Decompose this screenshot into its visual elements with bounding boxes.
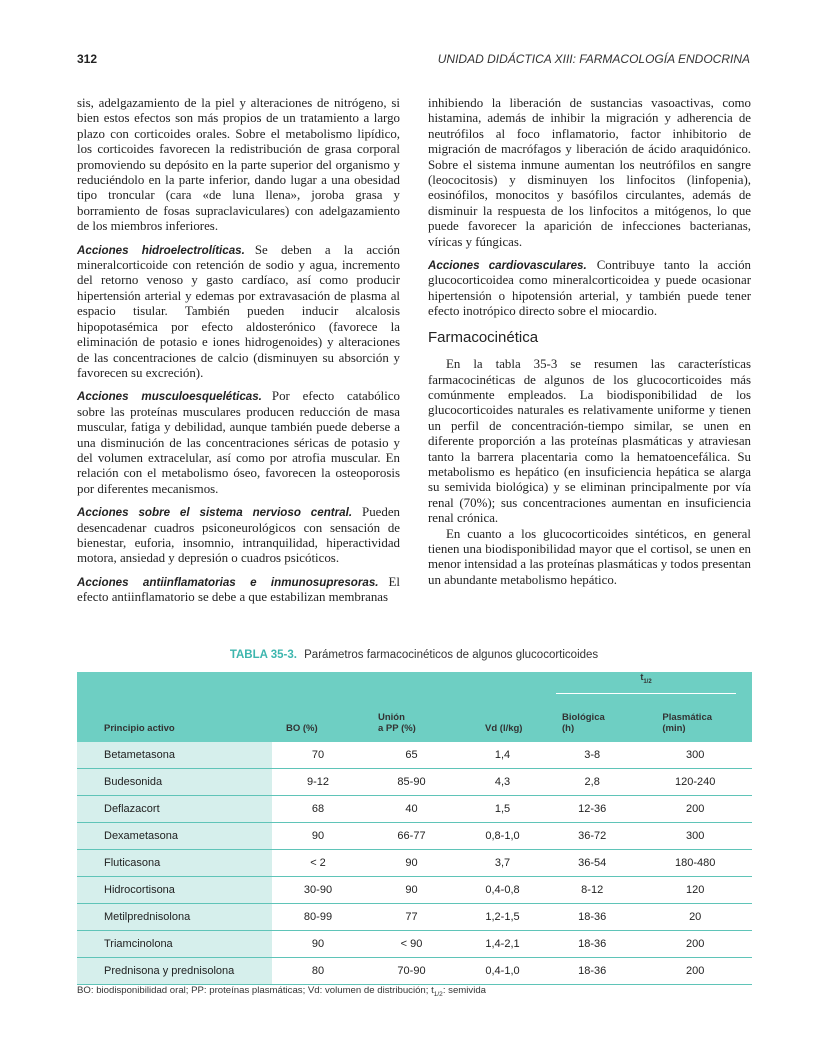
page-number: 312 — [77, 52, 98, 66]
running-head: UNIDAD DIDÁCTICA XIII: FARMACOLOGÍA ENDOCRINA — [437, 52, 750, 66]
col-header-plasmatica-line2: (min) — [662, 723, 686, 734]
cell-half-life-biologica: 12-36 — [546, 796, 638, 823]
cell-union-pp: < 90 — [364, 931, 459, 958]
cell-principio: Budesonida — [77, 769, 272, 796]
cell-half-life-biologica: 3-8 — [546, 742, 638, 769]
table-row — [77, 823, 752, 850]
cell-bo: 80-99 — [272, 904, 364, 931]
table-row — [77, 958, 752, 985]
table-row — [77, 796, 752, 823]
col-header-biologica — [546, 694, 638, 742]
cell-vd: 1,5 — [459, 796, 546, 823]
paragraph — [77, 505, 400, 567]
col-header-biologica-line1: Biológica — [562, 712, 605, 723]
paragraph — [77, 575, 400, 606]
cell-principio: Hidrocortisona — [77, 877, 272, 904]
paragraph: En cuanto a los glucocorticoides sintéticos, en general tienen una biodisponibilidad mayor que el cortisol, se unen en menor intensidad a las proteínas plasmáticas y todos presentan un abundante metabolismo hepático. — [428, 526, 751, 587]
paragraph-body: Contribuye tanto la acción glucocorticoidea como mineralcorticoidea y puede ocasionar hipertensión o hipotensión arterial, y también puede tener efecto inotrópico directo sobre el miocardio. — [428, 258, 751, 319]
paragraph-body: Se deben a la acción mineralcorticoide con retención de sodio y agua, incremento del retorno venoso y gasto cardíaco, así como producir hipertensión arterial y edemas por extravasación de plasma al espacio tisular. También pueden inducir alcalosis hipopotasémica por efecto aldosterónico (favorece la eliminación de potasio e iones hidrogenoides) y alteraciones de las concentraciones de calcio (disminuyen su absorción y favorecen su excreción). — [77, 242, 400, 380]
cell-bo: 90 — [272, 823, 364, 850]
paragraph — [77, 243, 400, 382]
table-group-header-row — [77, 672, 752, 694]
table-label: TABLA 35-3. — [229, 649, 297, 661]
cell-union-pp: 90 — [364, 850, 459, 877]
cell-vd: 1,2-1,5 — [459, 904, 546, 931]
cell-half-life-plasmatica: 120-240 — [638, 769, 752, 796]
half-life-group-header: $t_{1/2}$ — [546, 672, 752, 694]
cell-union-pp: 90 — [364, 877, 459, 904]
table-header-row — [77, 694, 752, 742]
table-row — [77, 904, 752, 931]
cell-bo: 9-12 — [272, 769, 364, 796]
cell-principio: Dexametasona — [77, 823, 272, 850]
cell-principio: Betametasona — [77, 742, 272, 769]
cell-bo: 80 — [272, 958, 364, 985]
paragraph-body: Por efecto catabólico sobre las proteínas musculares producen reducción de masa muscular, fatiga y debilidad, aunque también puede deberse a una disminución de las concentraciones séricas de potasio y del volumen extracelular, así como por atrofia muscular. En relación con el metabolismo óseo, favorecen la osteoporosis por diferentes mecanismos. — [77, 389, 400, 496]
cell-bo: 30-90 — [272, 877, 364, 904]
cell-half-life-biologica: 8-12 — [546, 877, 638, 904]
cell-bo: 70 — [272, 742, 364, 769]
paragraph-body: Pueden desencadenar cuadros psiconeurológicos con sensación de bienestar, euforia, insomnio, intranquilidad, hiperactividad motora, ansiedad y depresión o cuadros psicóticos. — [77, 505, 400, 566]
section-title: Farmacocinética — [428, 328, 539, 346]
cell-half-life-plasmatica: 300 — [638, 823, 752, 850]
col-header-plasmatica — [638, 694, 752, 742]
cell-vd: 1,4-2,1 — [459, 931, 546, 958]
cell-half-life-plasmatica: 300 — [638, 742, 752, 769]
cell-union-pp: 77 — [364, 904, 459, 931]
table-body — [77, 742, 752, 985]
cell-principio: Deflazacort — [77, 796, 272, 823]
col-header-principio: Principio activo — [77, 694, 272, 742]
table-caption — [0, 649, 828, 661]
paragraph-lead: Acciones sobre el sistema nervioso central. — [77, 506, 353, 520]
col-header-plasmatica-line1: Plasmática — [662, 712, 713, 723]
col-header-union — [364, 694, 459, 742]
table-row — [77, 931, 752, 958]
paragraph-lead: Acciones hidroelectrolíticas. — [77, 243, 245, 257]
col-header-biologica-line2: (h) — [562, 723, 575, 734]
cell-vd: 3,7 — [459, 850, 546, 877]
paragraph-body: El efecto antiinflamatorio se debe a que estabilizan membranas — [77, 574, 400, 605]
left-column — [77, 96, 400, 614]
cell-half-life-biologica: 36-54 — [546, 850, 638, 877]
cell-half-life-biologica: 36-72 — [546, 823, 638, 850]
cell-half-life-plasmatica: 20 — [638, 904, 752, 931]
cell-half-life-plasmatica: 200 — [638, 796, 752, 823]
paragraph: inhibiendo la liberación de sustancias vasoactivas, como histamina, además de inhibir la migración y adherencia de neutrófilos al foco inflamatorio, factor inhibitorio de migración de macrófagos y liberación de ácido araquidónico. Sobre el sistema inmune aumentan los neutrófilos en sangre (leococitosis) y disminuyen los linfocitos (linfopenia), eosinófilos, monocitos y basófilos circulantes, además de disminuir la respuesta de los linfocitos a mitógenos, lo que puede favorecer la aparición de infecciones bacterianas, víricas y fúngicas. — [428, 96, 751, 249]
cell-union-pp: 85-90 — [364, 769, 459, 796]
paragraph — [77, 389, 400, 497]
col-header-vd: Vd (l/kg) — [459, 694, 546, 742]
cell-union-pp: 66-77 — [364, 823, 459, 850]
cell-principio: Triamcinolona — [77, 931, 272, 958]
cell-half-life-plasmatica: 180-480 — [638, 850, 752, 877]
cell-vd: 0,4-0,8 — [459, 877, 546, 904]
cell-vd: 0,8-1,0 — [459, 823, 546, 850]
cell-bo: < 2 — [272, 850, 364, 877]
paragraph-lead: Acciones musculoesqueléticas. — [77, 390, 262, 404]
table-row — [77, 742, 752, 769]
cell-principio: Metilprednisolona — [77, 904, 272, 931]
col-header-bo: BO (%) — [272, 694, 364, 742]
col-header-union-line2: a PP (%) — [378, 723, 416, 734]
table-row — [77, 877, 752, 904]
cell-principio: Fluticasona — [77, 850, 272, 877]
table-row — [77, 769, 752, 796]
paragraph — [428, 258, 751, 320]
cell-half-life-biologica: 2,8 — [546, 769, 638, 796]
cell-half-life-plasmatica: 200 — [638, 931, 752, 958]
cell-half-life-biologica: 18-36 — [546, 904, 638, 931]
cell-union-pp: 40 — [364, 796, 459, 823]
paragraph-lead: Acciones antiinflamatorias e inmunosupresoras. — [77, 575, 379, 589]
cell-principio: Prednisona y prednisolona — [77, 958, 272, 985]
cell-vd: 1,4 — [459, 742, 546, 769]
cell-half-life-plasmatica: 200 — [638, 958, 752, 985]
cell-union-pp: 65 — [364, 742, 459, 769]
paragraph: En la tabla 35-3 se resumen las características farmacocinéticas de algunos de los glucocorticoides más comúnmente empleados. La biodisponibilidad de los glucocorticoides naturales es relativamente uniforme y tienen un perfil de concentración-tiempo similar, se unen en diferente proporción a las proteínas plasmáticas y atraviesan tanto la barrera placentaria como la hematoencefálica. Su metabolismo es hepático (en insuficiencia hepática se alarga su semivida biológica) y se eliminan principalmente por vía renal (70%); sus concentraciones aumentan en insuficiencia renal crónica. — [428, 357, 751, 526]
pharmacokinetics-table — [77, 672, 752, 985]
table-footnote: BO: biodisponibilidad oral; PP: proteínas plasmáticas; Vd: volumen de distribución; $t_{1/2}$: semivida — [77, 985, 486, 998]
cell-vd: 0,4-1,0 — [459, 958, 546, 985]
cell-bo: 90 — [272, 931, 364, 958]
col-header-union-line1: Unión — [378, 712, 405, 723]
cell-bo: 68 — [272, 796, 364, 823]
cell-half-life-plasmatica: 120 — [638, 877, 752, 904]
cell-union-pp: 70-90 — [364, 958, 459, 985]
cell-vd: 4,3 — [459, 769, 546, 796]
right-column — [428, 96, 751, 588]
table-title: Parámetros farmacocinéticos de algunos glucocorticoides — [304, 649, 599, 661]
paragraph: sis, adelgazamiento de la piel y alteraciones de nitrógeno, si bien estos efectos son más propios de un tratamiento a largo plazo con corticoides orales. Sobre el metabolismo lipídico, los corticoides favorecen la redistribución de grasa corporal promoviendo su depósito en la parte superior del organismo y reduciéndolo en la parte inferior, dando lugar a una obesidad tipo troncular (cara «de luna llena», joroba grasa y borramiento de fosas supraclaviculares) con adelgazamiento de los miembros inferiores. — [77, 96, 400, 234]
cell-half-life-biologica: 18-36 — [546, 931, 638, 958]
table-row — [77, 850, 752, 877]
cell-half-life-biologica: 18-36 — [546, 958, 638, 985]
paragraph-lead: Acciones cardiovasculares. — [428, 259, 587, 273]
